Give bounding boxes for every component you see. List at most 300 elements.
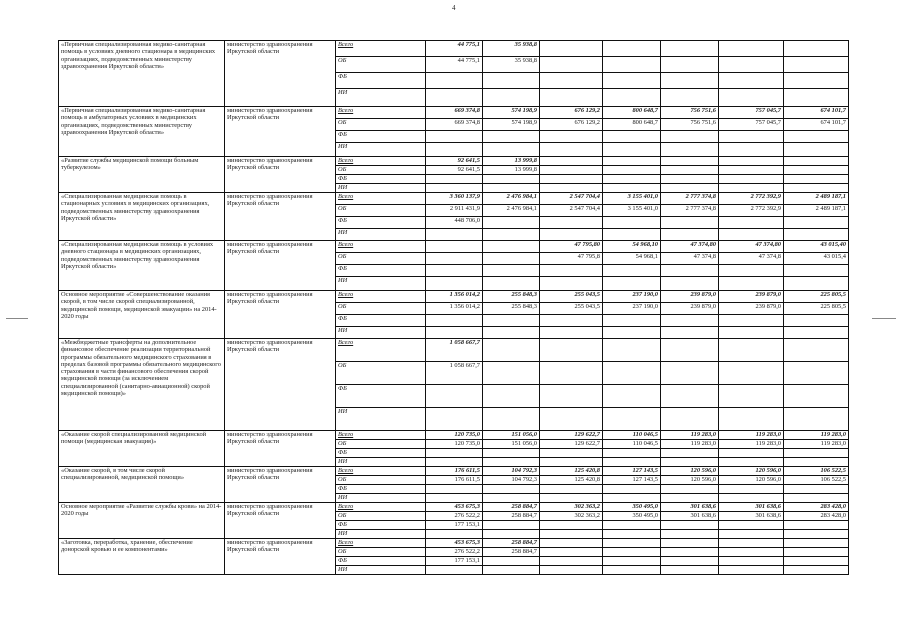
funding-source: ФБ <box>336 175 426 184</box>
executor-name: министерство здравоохранения Иркутской области <box>225 241 336 291</box>
amount-cell: 127 143,5 <box>603 467 661 476</box>
amount-cell <box>603 449 661 458</box>
amount-cell <box>426 566 483 575</box>
amount-cell: 151 056,0 <box>483 440 540 449</box>
amount-cell <box>719 548 784 557</box>
amount-cell <box>661 458 719 467</box>
amount-cell <box>719 166 784 175</box>
table-row <box>59 193 849 205</box>
amount-cell <box>540 315 603 327</box>
funding-source: ИИ <box>336 143 426 157</box>
amount-cell <box>661 57 719 73</box>
amount-cell <box>483 131 540 143</box>
funding-source: ОБ <box>336 362 426 385</box>
amount-cell: 283 428,0 <box>784 512 849 521</box>
funding-source: ФБ <box>336 265 426 277</box>
amount-cell: 283 428,0 <box>784 503 849 512</box>
amount-cell <box>784 143 849 157</box>
amount-cell <box>603 175 661 184</box>
amount-cell <box>719 131 784 143</box>
executor-name: министерство здравоохранения Иркутской области <box>225 193 336 241</box>
amount-cell <box>719 408 784 431</box>
activity-name: «Первичная специализированная медико-санитарная помощь в условиях дневного стационара в медицинских организациях, подведомственных министерству здравоохранения Иркутской области» <box>59 41 225 107</box>
amount-cell: 350 495,0 <box>603 512 661 521</box>
amount-cell <box>661 41 719 57</box>
amount-cell: 756 751,6 <box>661 119 719 131</box>
amount-cell <box>719 327 784 339</box>
amount-cell: 258 884,7 <box>483 512 540 521</box>
amount-cell <box>603 458 661 467</box>
funding-source: ФБ <box>336 485 426 494</box>
amount-cell <box>603 131 661 143</box>
executor-name: министерство здравоохранения Иркутской области <box>225 467 336 503</box>
amount-cell <box>540 184 603 193</box>
amount-cell: 120 596,0 <box>719 467 784 476</box>
amount-cell <box>603 485 661 494</box>
amount-cell <box>661 539 719 548</box>
amount-cell: 301 638,6 <box>661 503 719 512</box>
amount-cell: 43 015,40 <box>784 241 849 253</box>
amount-cell <box>661 89 719 107</box>
amount-cell <box>426 485 483 494</box>
amount-cell <box>784 557 849 566</box>
funding-source: ОБ <box>336 205 426 217</box>
amount-cell: 574 198,9 <box>483 119 540 131</box>
amount-cell <box>603 184 661 193</box>
amount-cell: 119 283,0 <box>719 440 784 449</box>
amount-cell: 1 356 014,2 <box>426 291 483 303</box>
amount-cell: 757 045,7 <box>719 107 784 119</box>
funding-source: ОБ <box>336 303 426 315</box>
funding-source: ОБ <box>336 548 426 557</box>
funding-source: Всего <box>336 339 426 362</box>
amount-cell <box>784 89 849 107</box>
table-row <box>59 539 849 548</box>
amount-cell <box>483 175 540 184</box>
amount-cell <box>426 73 483 89</box>
amount-cell <box>661 548 719 557</box>
amount-cell <box>426 175 483 184</box>
amount-cell <box>426 408 483 431</box>
amount-cell <box>426 449 483 458</box>
amount-cell: 237 190,0 <box>603 291 661 303</box>
amount-cell <box>483 530 540 539</box>
amount-cell: 757 045,7 <box>719 119 784 131</box>
amount-cell <box>661 485 719 494</box>
amount-cell <box>540 362 603 385</box>
right-margin-mark <box>872 318 896 319</box>
amount-cell: 448 706,0 <box>426 217 483 229</box>
amount-cell <box>603 566 661 575</box>
left-margin-mark <box>6 318 28 319</box>
amount-cell <box>483 315 540 327</box>
amount-cell <box>719 41 784 57</box>
amount-cell <box>719 89 784 107</box>
amount-cell: 54 968,10 <box>603 241 661 253</box>
activity-name: «Развитие службы медицинской помощи больным туберкулезом» <box>59 157 225 193</box>
executor-name: министерство здравоохранения Иркутской области <box>225 503 336 539</box>
amount-cell: 120 735,0 <box>426 431 483 440</box>
amount-cell <box>426 131 483 143</box>
page-number: 4 <box>452 4 456 12</box>
amount-cell <box>719 143 784 157</box>
executor-name: министерство здравоохранения Иркутской области <box>225 539 336 575</box>
amount-cell <box>719 385 784 408</box>
amount-cell <box>661 566 719 575</box>
amount-cell <box>719 530 784 539</box>
amount-cell <box>540 229 603 241</box>
amount-cell: 44 775,1 <box>426 57 483 73</box>
amount-cell <box>784 521 849 530</box>
amount-cell <box>719 217 784 229</box>
amount-cell: 104 792,3 <box>483 467 540 476</box>
amount-cell: 119 283,0 <box>784 440 849 449</box>
amount-cell: 674 101,7 <box>784 107 849 119</box>
amount-cell: 301 638,6 <box>661 512 719 521</box>
funding-source: ФБ <box>336 521 426 530</box>
amount-cell: 258 884,7 <box>483 503 540 512</box>
amount-cell: 2 489 187,1 <box>784 193 849 205</box>
amount-cell <box>483 253 540 265</box>
table-row <box>59 41 849 57</box>
amount-cell: 120 596,0 <box>719 476 784 485</box>
amount-cell: 129 622,7 <box>540 440 603 449</box>
amount-cell <box>661 327 719 339</box>
amount-cell <box>540 557 603 566</box>
amount-cell <box>719 485 784 494</box>
table-row <box>59 157 849 166</box>
amount-cell <box>540 530 603 539</box>
amount-cell: 54 968,1 <box>603 253 661 265</box>
amount-cell: 1 058 667,7 <box>426 339 483 362</box>
amount-cell: 47 374,80 <box>719 241 784 253</box>
amount-cell <box>661 557 719 566</box>
amount-cell <box>483 265 540 277</box>
amount-cell <box>661 166 719 175</box>
amount-cell <box>540 449 603 458</box>
amount-cell <box>426 385 483 408</box>
amount-cell <box>483 229 540 241</box>
funding-source: ИИ <box>336 494 426 503</box>
amount-cell: 120 735,0 <box>426 440 483 449</box>
amount-cell: 301 638,6 <box>719 503 784 512</box>
amount-cell <box>603 89 661 107</box>
amount-cell: 176 611,5 <box>426 467 483 476</box>
amount-cell: 1 058 667,7 <box>426 362 483 385</box>
amount-cell <box>719 157 784 166</box>
amount-cell <box>483 184 540 193</box>
amount-cell <box>483 521 540 530</box>
amount-cell <box>661 339 719 362</box>
funding-source: ИИ <box>336 184 426 193</box>
amount-cell <box>426 229 483 241</box>
funding-source: ФБ <box>336 217 426 229</box>
funding-source: Всего <box>336 503 426 512</box>
amount-cell <box>784 408 849 431</box>
amount-cell <box>540 175 603 184</box>
amount-cell: 119 283,0 <box>784 431 849 440</box>
funding-source: ФБ <box>336 315 426 327</box>
amount-cell <box>540 143 603 157</box>
amount-cell: 255 848,3 <box>483 291 540 303</box>
amount-cell: 676 129,2 <box>540 107 603 119</box>
funding-source: ОБ <box>336 166 426 175</box>
amount-cell: 350 495,0 <box>603 503 661 512</box>
amount-cell: 2 911 431,9 <box>426 205 483 217</box>
amount-cell <box>426 277 483 291</box>
amount-cell: 2 772 392,9 <box>719 193 784 205</box>
amount-cell <box>784 229 849 241</box>
table-row <box>59 241 849 253</box>
amount-cell <box>603 166 661 175</box>
amount-cell: 176 611,5 <box>426 476 483 485</box>
amount-cell <box>540 385 603 408</box>
funding-source: ФБ <box>336 557 426 566</box>
amount-cell <box>426 458 483 467</box>
amount-cell: 2 777 374,8 <box>661 193 719 205</box>
amount-cell <box>483 494 540 503</box>
amount-cell <box>540 327 603 339</box>
amount-cell: 127 143,5 <box>603 476 661 485</box>
amount-cell <box>540 548 603 557</box>
amount-cell: 92 641,5 <box>426 157 483 166</box>
amount-cell <box>426 143 483 157</box>
amount-cell <box>426 265 483 277</box>
amount-cell <box>540 566 603 575</box>
activity-name: «Оказание скорой специализированной медицинской помощи (медицинская эвакуация)» <box>59 431 225 467</box>
amount-cell <box>603 229 661 241</box>
amount-cell <box>426 327 483 339</box>
funding-source: ОБ <box>336 253 426 265</box>
amount-cell: 120 596,0 <box>661 467 719 476</box>
amount-cell <box>603 557 661 566</box>
amount-cell <box>603 265 661 277</box>
amount-cell: 574 198,9 <box>483 107 540 119</box>
amount-cell <box>719 73 784 89</box>
amount-cell: 3 155 401,0 <box>603 193 661 205</box>
funding-source: Всего <box>336 539 426 548</box>
amount-cell <box>661 143 719 157</box>
amount-cell <box>603 530 661 539</box>
amount-cell: 800 648,7 <box>603 119 661 131</box>
activity-name: «Межбюджетные трансферты на дополнительное финансовое обеспечение реализации территориальной программы обязательного медицинского страхования в пределах базовой программы обязательного медицинского страхования в части финансового обеспечения скорой медицинской помощи (за исключением специализированной (санитарно-авиационной) скорой медицинской помощи)» <box>59 339 225 431</box>
funding-source: ОБ <box>336 57 426 73</box>
amount-cell <box>661 265 719 277</box>
amount-cell <box>483 339 540 362</box>
funding-source: ИИ <box>336 327 426 339</box>
funding-source: ИИ <box>336 530 426 539</box>
amount-cell <box>784 458 849 467</box>
amount-cell <box>661 229 719 241</box>
amount-cell <box>540 73 603 89</box>
amount-cell: 2 772 392,9 <box>719 205 784 217</box>
funding-source: ИИ <box>336 229 426 241</box>
amount-cell <box>540 217 603 229</box>
amount-cell <box>426 315 483 327</box>
amount-cell <box>483 143 540 157</box>
amount-cell <box>603 157 661 166</box>
amount-cell: 177 153,1 <box>426 521 483 530</box>
amount-cell <box>483 241 540 253</box>
amount-cell <box>719 339 784 362</box>
funding-source: ИИ <box>336 89 426 107</box>
table-row <box>59 339 849 362</box>
activity-name: Основное мероприятие «Совершенствование оказания скорой, в том числе скорой специализированной, медицинской помощи, медицинской эвакуации» на 2014-2020 годы <box>59 291 225 339</box>
amount-cell <box>784 217 849 229</box>
amount-cell <box>603 339 661 362</box>
funding-source: ОБ <box>336 512 426 521</box>
amount-cell <box>784 362 849 385</box>
amount-cell <box>540 131 603 143</box>
funding-source: ИИ <box>336 408 426 431</box>
amount-cell: 239 879,0 <box>661 303 719 315</box>
amount-cell <box>483 557 540 566</box>
amount-cell <box>719 277 784 291</box>
table-row <box>59 503 849 512</box>
amount-cell: 674 101,7 <box>784 119 849 131</box>
funding-source: Всего <box>336 291 426 303</box>
amount-cell: 106 522,5 <box>784 467 849 476</box>
amount-cell <box>603 57 661 73</box>
amount-cell: 47 795,8 <box>540 253 603 265</box>
amount-cell <box>784 327 849 339</box>
amount-cell <box>483 362 540 385</box>
amount-cell: 276 522,2 <box>426 548 483 557</box>
amount-cell: 35 938,8 <box>483 41 540 57</box>
amount-cell <box>540 539 603 548</box>
amount-cell <box>719 229 784 241</box>
amount-cell <box>784 73 849 89</box>
amount-cell <box>426 184 483 193</box>
amount-cell <box>483 385 540 408</box>
amount-cell <box>784 539 849 548</box>
activity-name: «Оказание скорой, в том числе скорой специализированной, медицинской помощи» <box>59 467 225 503</box>
amount-cell <box>540 41 603 57</box>
amount-cell <box>719 539 784 548</box>
amount-cell <box>483 277 540 291</box>
amount-cell <box>784 57 849 73</box>
amount-cell <box>719 175 784 184</box>
activity-name: Основное мероприятие «Развитие службы крови» на 2014-2020 годы <box>59 503 225 539</box>
amount-cell: 47 374,8 <box>661 253 719 265</box>
amount-cell <box>483 449 540 458</box>
amount-cell <box>540 166 603 175</box>
amount-cell <box>661 494 719 503</box>
amount-cell <box>719 566 784 575</box>
amount-cell: 258 884,7 <box>483 548 540 557</box>
amount-cell <box>540 458 603 467</box>
amount-cell <box>719 184 784 193</box>
funding-source: ИИ <box>336 566 426 575</box>
amount-cell <box>784 157 849 166</box>
amount-cell <box>784 315 849 327</box>
amount-cell <box>661 530 719 539</box>
amount-cell <box>784 449 849 458</box>
amount-cell: 3 360 137,9 <box>426 193 483 205</box>
amount-cell <box>719 265 784 277</box>
amount-cell: 2 489 187,1 <box>784 205 849 217</box>
amount-cell: 239 879,0 <box>719 303 784 315</box>
amount-cell <box>603 143 661 157</box>
amount-cell: 92 641,5 <box>426 166 483 175</box>
amount-cell: 44 775,1 <box>426 41 483 57</box>
amount-cell <box>483 217 540 229</box>
executor-name: министерство здравоохранения Иркутской области <box>225 157 336 193</box>
amount-cell <box>603 41 661 57</box>
amount-cell <box>784 277 849 291</box>
activity-name: «Первичная специализированная медико-санитарная помощь в амбулаторных условиях в медицинских организациях, подведомственных министерству здравоохранения Иркутской области» <box>59 107 225 157</box>
amount-cell <box>719 57 784 73</box>
amount-cell <box>661 184 719 193</box>
amount-cell <box>719 449 784 458</box>
amount-cell <box>540 157 603 166</box>
amount-cell <box>661 277 719 291</box>
amount-cell: 119 283,0 <box>719 431 784 440</box>
amount-cell <box>603 277 661 291</box>
amount-cell <box>483 327 540 339</box>
amount-cell: 258 884,7 <box>483 539 540 548</box>
amount-cell <box>603 73 661 89</box>
executor-name: министерство здравоохранения Иркутской области <box>225 41 336 107</box>
amount-cell: 119 283,0 <box>661 431 719 440</box>
amount-cell <box>661 408 719 431</box>
funding-source: ОБ <box>336 476 426 485</box>
amount-cell <box>603 539 661 548</box>
funding-source: Всего <box>336 193 426 205</box>
amount-cell <box>661 73 719 89</box>
amount-cell <box>784 385 849 408</box>
amount-cell <box>784 494 849 503</box>
amount-cell <box>426 241 483 253</box>
amount-cell: 177 153,1 <box>426 557 483 566</box>
funding-source: Всего <box>336 107 426 119</box>
amount-cell: 225 805,5 <box>784 303 849 315</box>
amount-cell <box>426 530 483 539</box>
amount-cell: 756 751,6 <box>661 107 719 119</box>
amount-cell: 2 547 704,4 <box>540 193 603 205</box>
amount-cell: 676 129,2 <box>540 119 603 131</box>
funding-source: Всего <box>336 157 426 166</box>
amount-cell <box>603 315 661 327</box>
amount-cell <box>784 131 849 143</box>
amount-cell: 669 374,8 <box>426 107 483 119</box>
amount-cell <box>661 217 719 229</box>
amount-cell <box>784 265 849 277</box>
amount-cell: 2 547 704,4 <box>540 205 603 217</box>
amount-cell <box>483 408 540 431</box>
amount-cell <box>719 521 784 530</box>
executor-name: министерство здравоохранения Иркутской области <box>225 291 336 339</box>
amount-cell: 225 805,5 <box>784 291 849 303</box>
amount-cell: 239 879,0 <box>719 291 784 303</box>
amount-cell: 106 522,5 <box>784 476 849 485</box>
amount-cell: 110 046,5 <box>603 431 661 440</box>
amount-cell <box>426 494 483 503</box>
amount-cell <box>603 548 661 557</box>
amount-cell <box>540 494 603 503</box>
funding-source: ФБ <box>336 131 426 143</box>
activity-name: «Специализированная медицинская помощь в условиях дневного стационара в медицинских организациях, подведомственных министерству здравоохранения Иркутской области» <box>59 241 225 291</box>
amount-cell: 3 155 401,0 <box>603 205 661 217</box>
amount-cell: 669 374,8 <box>426 119 483 131</box>
amount-cell: 35 938,8 <box>483 57 540 73</box>
amount-cell: 1 356 014,2 <box>426 303 483 315</box>
amount-cell <box>603 408 661 431</box>
amount-cell: 800 648,7 <box>603 107 661 119</box>
activity-name: «Заготовка, переработка, хранение, обеспечение донорской кровью и ее компонентами» <box>59 539 225 575</box>
budget-table <box>58 40 849 575</box>
amount-cell: 110 046,5 <box>603 440 661 449</box>
